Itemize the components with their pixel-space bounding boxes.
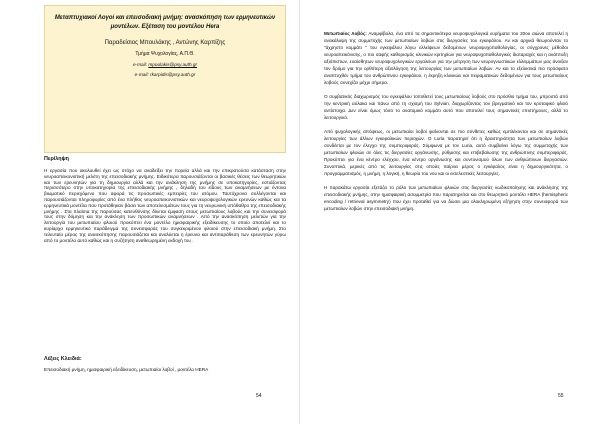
abstract-text: Η εργασία που ακολουθεί έχει ως στόχο να αναδείξει την πορεία αλλά και την επικρατούσα κατάσταση στην νευροαπεικονιστική μελέτη της επεισοδιακής μνήμης. Ειδικότερα παρουσιάζονται οι βασικές θέσεις των θεωρητικών και των ερευνητών για τη δημιουργία αλλά και την ανάκληση της μνήμης σε υποκατηγορίες, εστιάζοντας περισσότερο στην υποκατηγορία της επεισοδιακής μνήμης , δηλαδή του είδους των αναμνήσεων με έντονα βιωματικό περιεχόμενο που αφορά τις προσωπικές εμπειρίες του ατόμου. Ταυτόχρονα συλλέγονται και παρουσιάζονται πληροφορίες από ένα πλήθος νευροαπεικονιστικών και νευροψυχολογικών ερευνών καθώς και τα ερμηνευτικά μοντέλα που προτάθηκαν βάσει των αποτελεσμάτων τους για τη νευρωνική υπόθαθρο της επεισοδιακής μνήμης . Στα πλαίσια της παρούσας κατευθύνσης δίνεται έμφαση στους μετωπιαίους λοβούς και την συνεισφορά τους στην δόμηση και την ανάκληση των προσωπικών αναμνήσεων . Από την ανασκόπηση μελετών για την λειτουργία του μετωπιαίου φλοιού προκύπτει ένα μοντέλο ημισφαιρικής εξειδίκευσης το οποίο αποτελεί και το κυρίαρχο ερμηνευτικό παράδειγμα της συνεισφοράς του συγκεκριμένου φλοιού στην επεισοδιακή μνήμη. Στο τελευταίο μέρος της ανασκόπησης παρουσιάζεται και αναλύεται η έρευνα και αντιπαράθεση των ερευνητών γύρω από το μοντέλο αυτό καθώς και η συζήτηση αναθεωρημένη εκδοχή του . xyxy=(44,168,286,243)
keywords-text: Επεισοδιακή μνήμη, ημισφαιρική εξειδίκευση, μετωπιαίοι λοβοί , μοντέλο HERA xyxy=(44,367,209,372)
paper-title: Μεταπτυχιακοί Λογοί και επεισοδιακή μνήμη: ανασκόπηση των ερμηνευτικών μοντέλων. Εξέταση του μοντέλου Hera xyxy=(54,15,276,30)
paragraph-3: Από ψυχολογικής απόψεως, οι μετωπιαίοι λοβοί φαίνονται σε πιο σύνθετες καθώς εμπλέκονται και σε σημαντικές λειτουργίες των άλλων εγκεφαλικών περιοχών. Ο Luria παρατηρεί ότι η δραστηριότητα των μετωπιαίων λοβών συνδέεται με τον έλεγχο της συμπεριφοράς. Σύμφωνα με τον Luria, αυτό συμβαίνει λόγω της συμμετοχής των μετωπιαίων φλοιών σε όλες τις διεργασίες οργάνωσης, ρύθμισης και επιβεβαίωσης της ανθρώπινης συμπεριφοράς. Προκύπτει για ένα κέντρο ελέγχου, ένα κέντρο οργάνωσης και συντονισμού όλων των ανθρώπινων διεργασιών. Συνοπτικά, μερικές από τις λειτουργίες στις οποίες παίρνει μέρος ο εγκέφαλος είναι η δημιουργικότητα, ο προγραμματισμός, η μνήμη, η λογική, η θεωρία του νου και οι εκτελεστικές λειτουργίες. xyxy=(324,129,568,176)
body-column xyxy=(324,30,568,219)
paragraph-lead: Μετωπιαίος Λοβός: xyxy=(324,31,367,36)
paragraph-2: Ο συμβατικός διαχωρισμός του εγκεφάλου τοποθετεί τους μετωπιαίους λοβούς στο πρόσθιο τμήμα του, μπροστά από την κεντρική αύλακα και πάνω από τη σχισμή του Sylvian, διαχωρίζοντας τον βρεγματικό και τον κροταφικό φλοιό αντίστοιχα. Δεν είναι όμως τόσο το ανατομικό κομμάτι αυτό που αποτελεί τους σημαντικές επιστήμονες, αλλά το λειτουργικό. xyxy=(324,94,568,120)
email-prefix: e-mail: xyxy=(132,62,149,67)
authors: Παραδείσιος Μπουλάκης , Αντώνης Καρπίζης xyxy=(104,40,226,46)
page-number-left: 54 xyxy=(256,393,262,399)
right-page xyxy=(300,0,600,424)
title-box xyxy=(44,5,286,153)
email-link[interactable]: mpoulakis@psy.auth.gr xyxy=(148,62,198,67)
department: Τμήμα Ψυχολογίας, Α.Π.Θ. xyxy=(135,51,195,57)
page-number-right: 55 xyxy=(558,393,564,399)
keywords-heading: Λέξεις Κλειδιά: xyxy=(44,356,82,362)
paragraph-text: Αναμφίβολα, ένα από τα σημαντικότερα νευροψυχολογικά ευρήματα του 20ου αιώνα αποτελεί η ανακάλυψη της συμμετοχής των μετωπιαίων λοβών στις διεργασίες του εγκεφάλου. Αν και αρχικά θεωρούνταν το "άχρηστο κομμάτι " του εγκεφάλου λόγω ελλείψεων δεδομένων νευροψυχοπαθολογίας, οι σύγχρονες μέθοδοι νευροαπεικόνισης, ο πιο σαφής καθορισμός κλινικών κριτηρίων για νευροψυχοπαθολογικές διαταραχές και η ανάπτυξη αξιόπιστων, ευαίσθητων νευροψυχολογικών εργαλείων για την μέτρηση των νευρογνωστικών ελλειμμάτων μας άνοιξαν τον δρόμο για την ορθότερη αξιολόγηση της λειτουργίας των μετωπιαίων λοβών. Αν και το εξελικτικά πιο πρόσφατο αναπτυχθέν τμήμα του ανθρώπινου εγκεφάλου, η έκρηξη κλινικών και πειραματικών δεδομένων για τους μετωπιαίους λοβούς συνεχίζει μέχρι σήμερα. xyxy=(324,31,568,85)
paragraph-4: Η παρακάτω εργασία εξετάζει το ρόλο των μετωπιαίων φλοιών στις διεργασίες κωδικοποίησης και ανάκλησης της επεισοδιακής μνήμης, στην ημισφαιρική ασυμμετρία που παρατηρείται και στο θεωρητικό μοντέλο HERA (hemispheric encoding / retrieval asymmetry) που έχει προταθεί για να δώσει μια ολοκληρωμένη εξήγηση στην συνεισφορά των μετωπιαίων λοβών στην επεισοδιακή μνήμη. xyxy=(324,185,568,211)
email-line-2: e-mail: rkarpidis@psy.auth.gr xyxy=(134,72,196,77)
abstract-heading: Περίληψη xyxy=(44,156,69,162)
email-line-1 xyxy=(51,62,279,67)
paragraph-1 xyxy=(324,30,568,86)
